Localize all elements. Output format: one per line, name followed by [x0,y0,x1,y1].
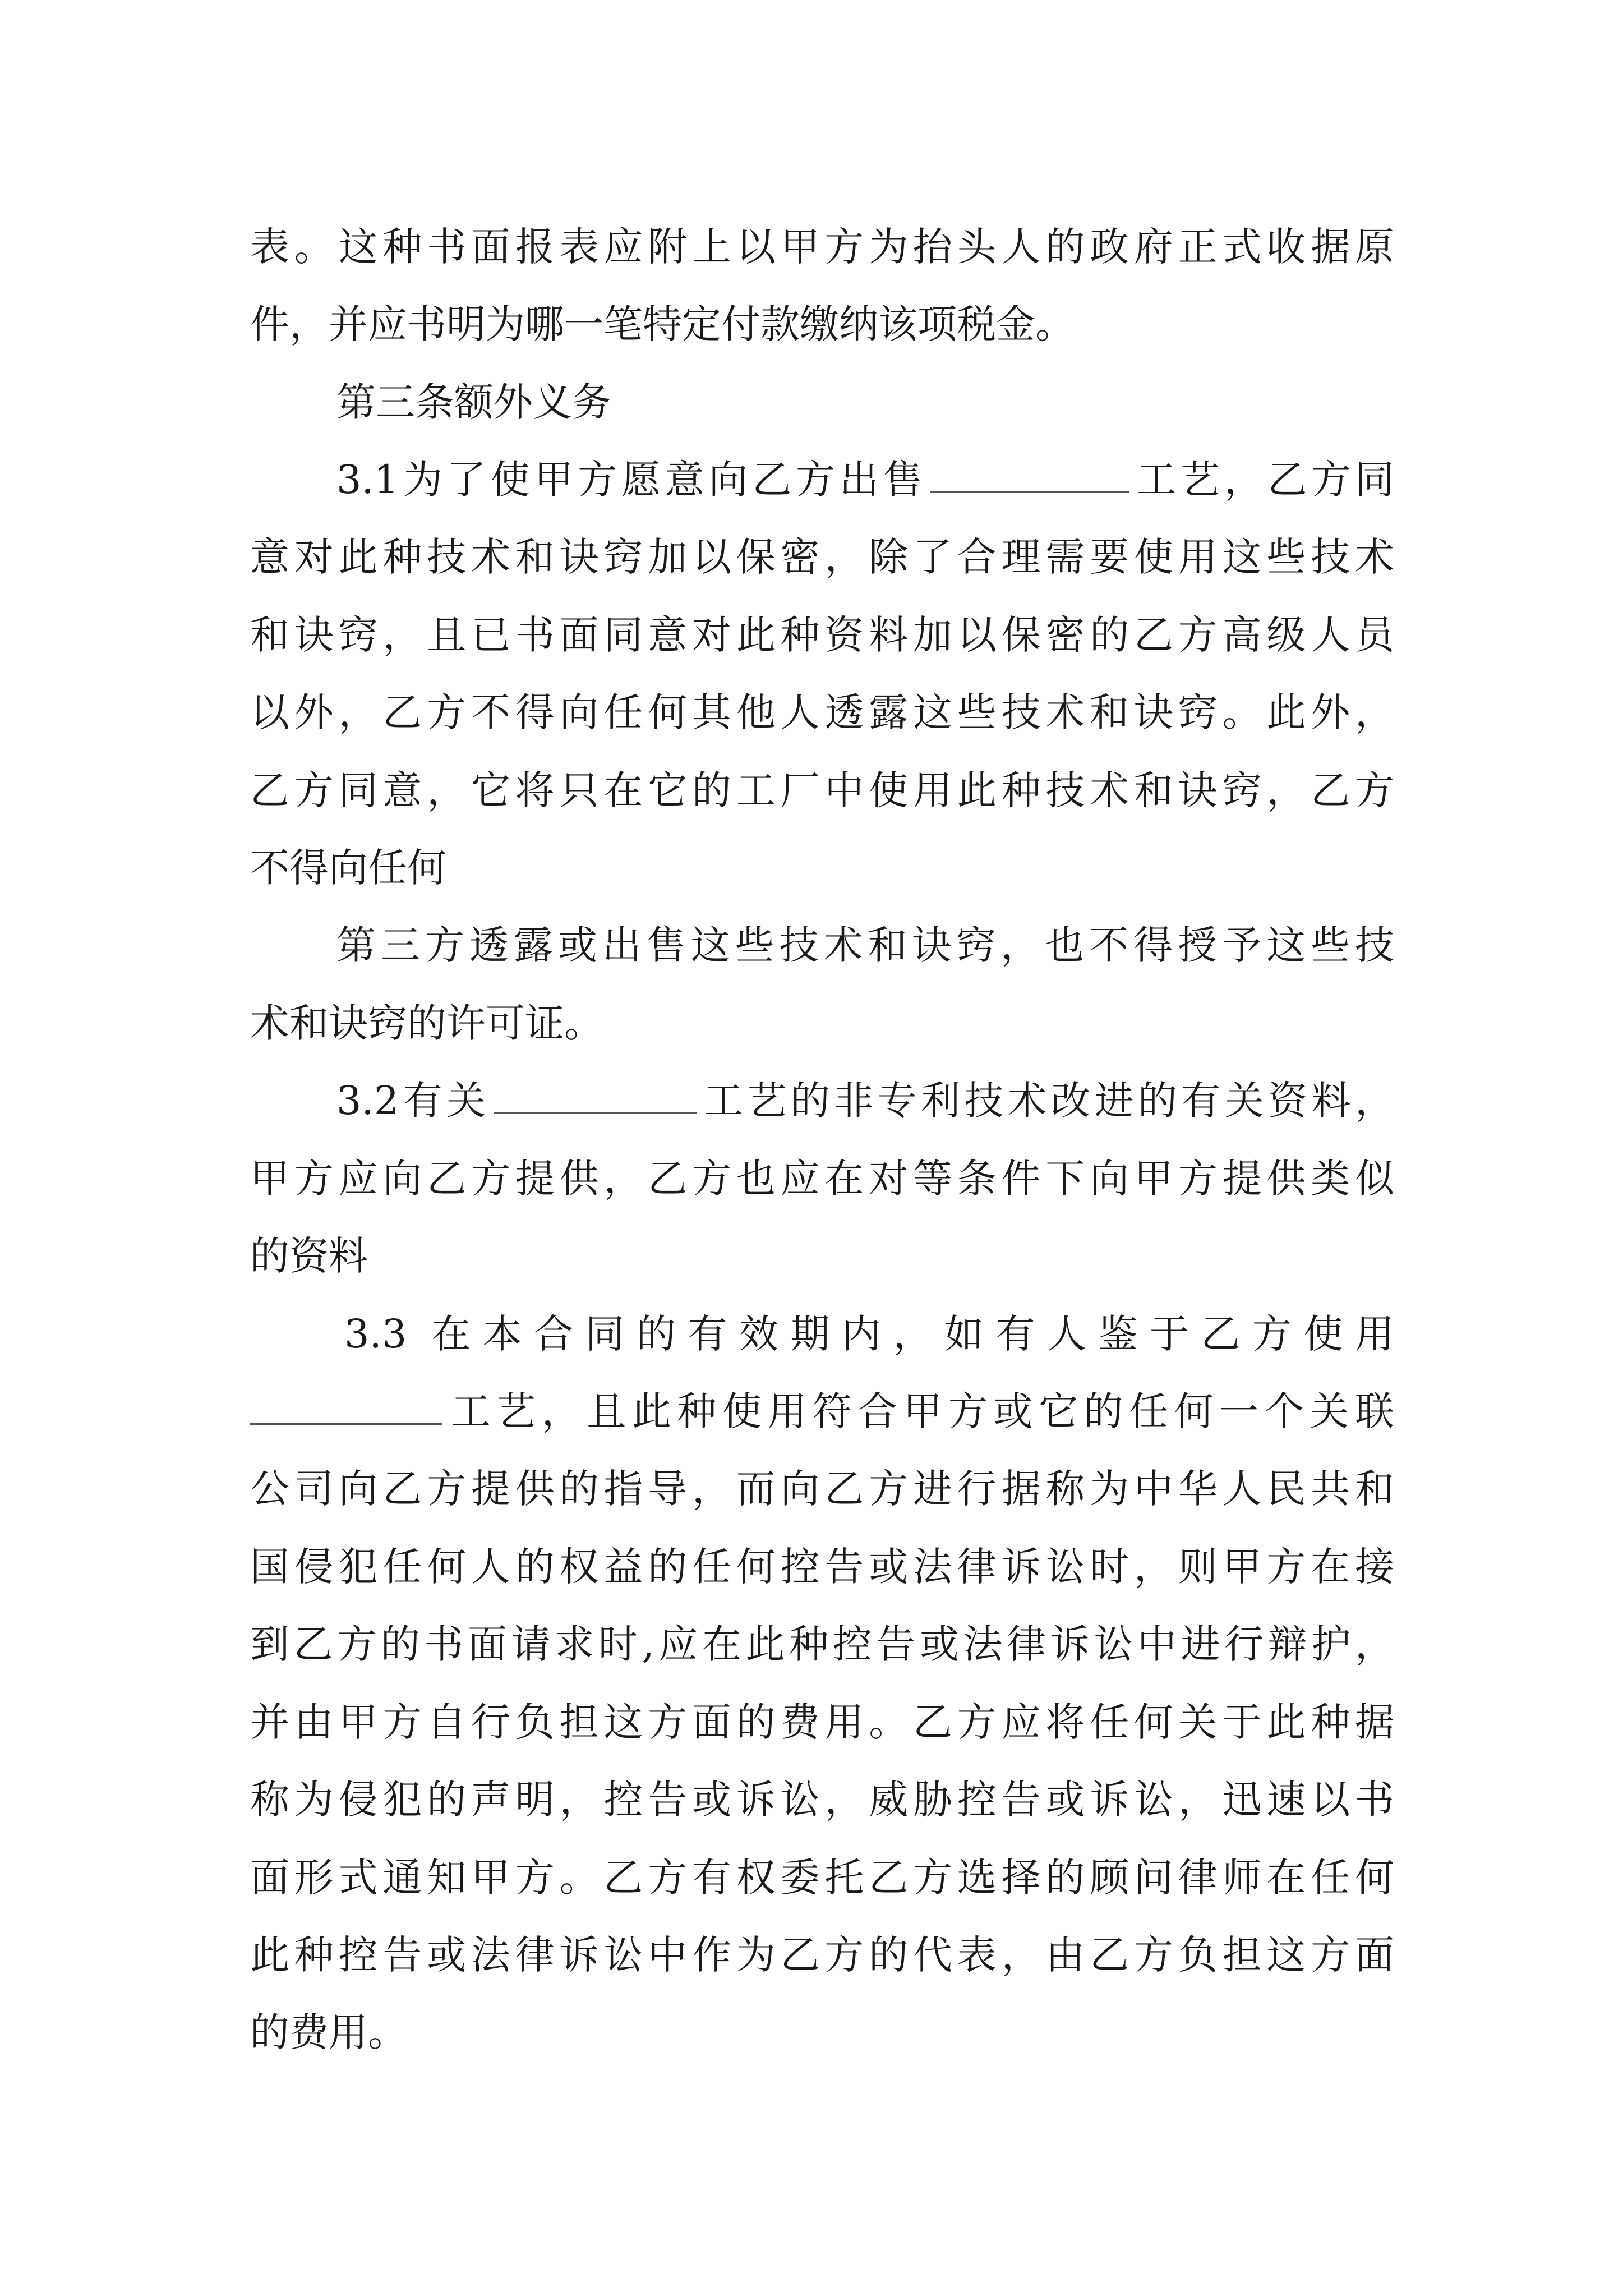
text-line: 意对此种技术和诀窍加以保密，除了合理需要使用这些技术 [250,534,1394,580]
fill-in-blank [250,1391,442,1425]
text-line: 的资料 [250,1233,368,1279]
fill-in-blank [930,459,1129,493]
text-line: 公司向乙方提供的指导，而向乙方进行据称为中华人民共和 [250,1466,1394,1512]
text-line: 乙方同意，它将只在它的工厂中使用此种技术和诀窍，乙方 [250,767,1394,813]
text-line: 到乙方的书面请求时,应在此种控告或法律诉讼中进行辩护， [250,1621,1394,1667]
clause-line [336,1060,1394,1142]
text-line: 称为侵犯的声明，控告或诉讼，威胁控告或诉讼，迅速以书 [250,1777,1394,1823]
fill-in-blank [494,1080,697,1114]
clause-text: 工艺，且此种使用符合甲方或它的任何一个关联 [445,1388,1394,1434]
text-line: 并由甲方自行负担这方面的费用。乙方应将任何关于此种据 [250,1699,1394,1745]
clause-line [336,439,1394,521]
text-line: 面形式通知甲方。乙方有权委托乙方选择的顾问律师在任何 [250,1855,1394,1901]
clause-line: 3.3 在本合同的有效期内，如有人鉴于乙方使用 [344,1311,1394,1357]
clause-text: 3.2有关 [336,1078,490,1124]
text-line: 不得向任何 [250,845,446,891]
clause-text: 工艺，乙方同 [1132,457,1395,503]
text-line: 和诀窍，且已书面同意对此种资料加以保密的乙方高级人员 [250,612,1394,658]
text-line: 甲方应向乙方提供，乙方也应在对等条件下向甲方提供类似 [250,1156,1394,1202]
clause-text: 工艺的非专利技术改进的有关资料， [699,1078,1395,1124]
text-line: 的费用。 [250,2009,407,2055]
text-line: 第三方透露或出售这些技术和诀窍，也不得授予这些技 [336,922,1394,968]
clause-line [250,1371,1394,1452]
text-line: 术和诀窍的许可证。 [250,1000,603,1046]
text-line: 件，并应书明为哪一笔特定付款缴纳该项税金。 [250,301,1075,347]
section-heading: 第三条额外义务 [336,379,611,425]
text-line: 此种控告或法律诉讼中作为乙方的代表，由乙方负担这方面 [250,1932,1394,1978]
text-line: 以外，乙方不得向任何其他人透露这些技术和诀窍。此外， [250,689,1394,735]
text-line: 表。这种书面报表应附上以甲方为抬头人的政府正式收据原 [250,224,1394,270]
clause-text: 3.1为了使甲方愿意向乙方出售 [336,457,927,503]
text-line: 国侵犯任何人的权益的任何控告或法律诉讼时，则甲方在接 [250,1544,1394,1590]
